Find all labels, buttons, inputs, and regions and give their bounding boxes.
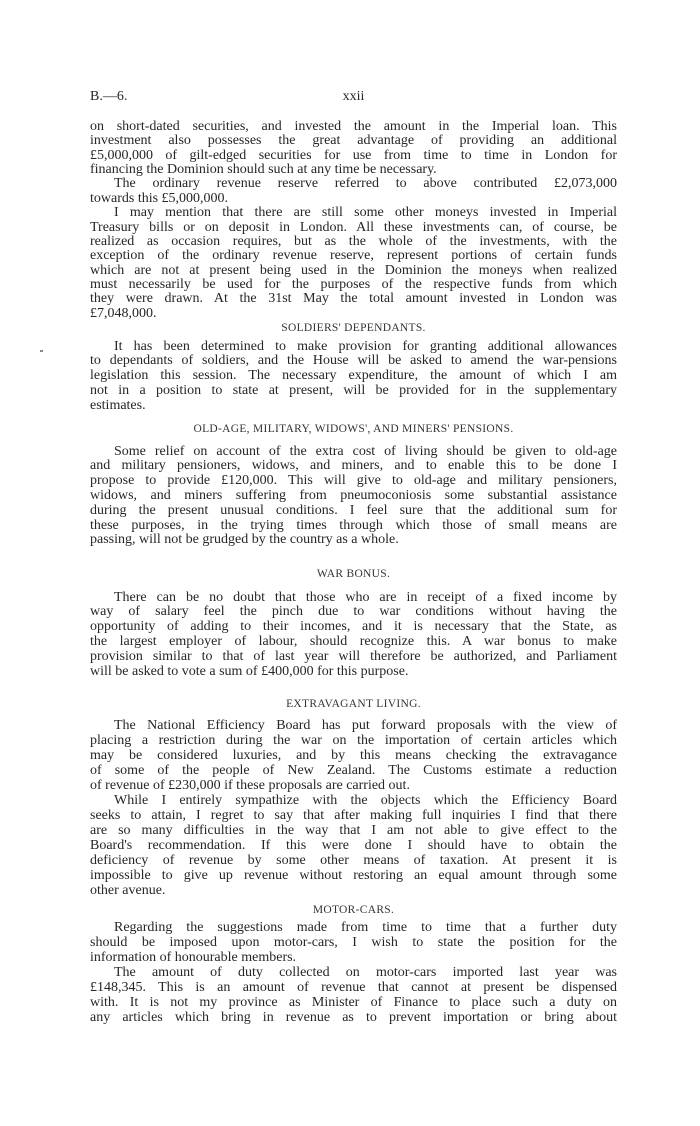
text-line: placing a restriction during the war on the importation of certain articles which (90, 732, 617, 748)
text-line: financing the Dominion should such at any time be necessary. (90, 161, 437, 177)
text-line: I may mention that there are still some other moneys invested in Imperial (114, 205, 617, 221)
text-line: £5,000,000 of gilt-edged securities for use from time to time in London for (90, 147, 617, 163)
text-line: of some of the people of New Zealand. The Customs estimate a reduction (90, 762, 617, 778)
section-body (90, 340, 617, 414)
text-line: the largest employer of labour, should recognize this. A war bonus to make (90, 633, 617, 649)
section-heading: MOTOR-CARS. (312, 904, 395, 916)
text-line: The National Efficiency Board has put forward proposals with the view of (114, 717, 617, 733)
text-line: these purposes, in the trying times through which those of small means are (90, 517, 617, 533)
text-line: investment also possesses the great advantage of providing an additional (90, 133, 617, 149)
section-body (90, 120, 617, 321)
text-line: Treasury bills or on deposit in London. All these investments can, of course, be (90, 219, 617, 235)
text-line: It has been determined to make provision for granting additional allowances (114, 338, 617, 354)
text-line: realized as occasion requires, but as the whole of the investments, with the (90, 233, 617, 249)
section-body (90, 920, 617, 1025)
text-line: of revenue of £230,000 if these proposals are carried out. (90, 777, 410, 793)
text-line: and military pensioners, widows, and miners, and to enable this to be done I (90, 458, 617, 474)
text-line: legislation this session. The necessary expenditure, the amount of which I am (90, 368, 617, 384)
text-line: to dependants of soldiers, and the House will be asked to amend the war-pensions (90, 353, 617, 369)
text-line: Regarding the suggestions made from time to time that a further duty (114, 919, 617, 935)
text-line: £148,345. This is an amount of revenue that cannot at present be dispensed (90, 979, 617, 995)
document-reference: B.—6. (90, 89, 128, 104)
paragraph (90, 591, 617, 680)
text-line: There can be no doubt that those who are in receipt of a fixed income by (114, 589, 617, 605)
section-heading: WAR BONUS. (316, 568, 391, 580)
text-line: which are not at present being used in the Dominion the moneys when realized (90, 262, 617, 278)
text-line: may be considered luxuries, and by this means checking the extravagance (90, 747, 617, 763)
margin-mark (40, 350, 43, 352)
text-line: While I entirely sympathize with the objects which the Efficiency Board (114, 792, 617, 808)
text-line: Board's recommendation. If this were done I should have to obtain the (90, 837, 617, 853)
text-line: deficiency of revenue by some other means of taxation. At present it is (90, 852, 617, 868)
text-line: impossible to give up revenue without restoring an equal amount through some (90, 867, 617, 883)
text-line: estimates. (90, 397, 146, 413)
section-heading: EXTRAVAGANT LIVING. (286, 698, 421, 710)
text-line: must necessarily be used for the purposes of the respective funds from which (90, 277, 617, 293)
text-line: towards this £5,000,000. (90, 190, 229, 206)
paragraph (90, 206, 617, 321)
section-heading: SOLDIERS' DEPENDANTS. (281, 322, 426, 334)
paragraph (90, 718, 617, 793)
text-line: opportunity of adding to their incomes, and it is necessary that the State, as (90, 619, 617, 635)
text-line: widows, and miners suffering from pneumoconiosis some substantial assistance (90, 487, 617, 503)
section-body (90, 445, 617, 549)
text-line: with. It is not my province as Minister of Finance to place such a duty on (90, 994, 617, 1010)
text-line: £7,048,000. (90, 305, 157, 321)
text-line: The ordinary revenue reserve referred to above contributed £2,073,000 (114, 176, 617, 192)
section-heading: OLD-AGE, MILITARY, WIDOWS', AND MINERS' PENSIONS. (193, 423, 514, 435)
text-line: during the present unusual conditions. I feel sure that the additional sum for (90, 502, 617, 518)
text-line: are so many difficulties in the way that I am not able to give effect to the (90, 822, 617, 838)
page-number: xxii (342, 89, 365, 104)
text-line: other avenue. (90, 882, 166, 898)
paragraph (90, 920, 617, 965)
text-line: seeks to attain, I regret to say that after making full inquiries I find that there (90, 807, 617, 823)
section-body (90, 591, 617, 680)
text-line: provision similar to that of last year will therefore be authorized, and Parliament (90, 648, 617, 664)
text-line: information of honourable members. (90, 949, 297, 965)
text-line: exception of the ordinary revenue reserve, represent portions of certain funds (90, 248, 617, 264)
paragraph (90, 120, 617, 178)
text-line: should be imposed upon motor-cars, I wish to state the position for the (90, 934, 617, 950)
paragraph (90, 793, 617, 898)
text-line: way of salary feel the pinch due to war conditions without having the (90, 604, 617, 620)
text-line: propose to provide £120,000. This will give to old-age and military pensioners, (90, 473, 617, 489)
text-line: passing, will not be grudged by the country as a whole. (90, 532, 399, 548)
text-line: The amount of duty collected on motor-cars imported last year was (114, 964, 617, 980)
text-line: they were drawn. At the 31st May the total amount invested in London was (90, 291, 617, 307)
paragraph (90, 177, 617, 206)
text-line: Some relief on account of the extra cost of living should be given to old-age (114, 443, 617, 459)
text-line: not in a position to state at present, will be provided for in the supplementary (90, 382, 617, 398)
text-line: any articles which bring in revenue as to prevent importation or bring about (90, 1009, 617, 1025)
paragraph (90, 340, 617, 414)
paragraph (90, 445, 617, 549)
paragraph (90, 965, 617, 1025)
text-line: will be asked to vote a sum of £400,000 for this purpose. (90, 663, 409, 679)
section-body (90, 718, 617, 898)
text-line: on short-dated securities, and invested the amount in the Imperial loan. This (90, 118, 617, 134)
